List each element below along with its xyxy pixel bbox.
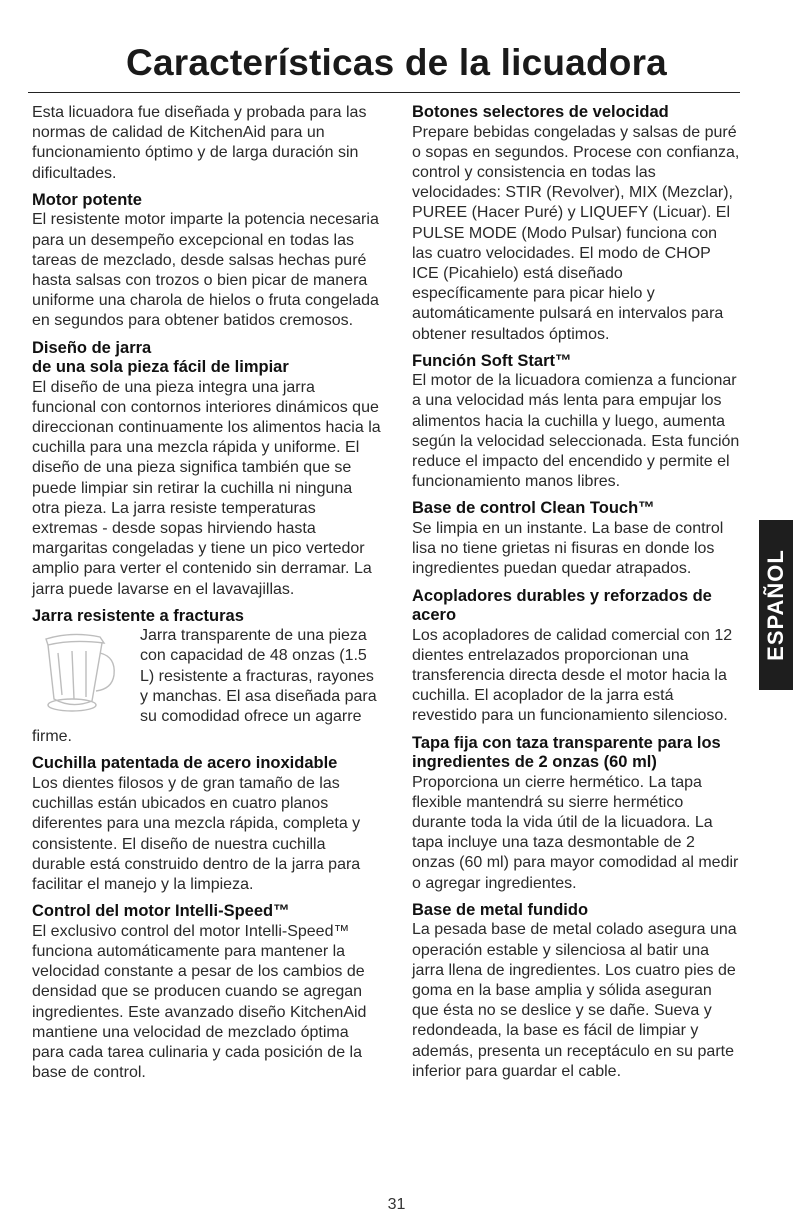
page-title: Características de la licuadora bbox=[126, 42, 667, 83]
acopladores-section bbox=[412, 587, 740, 727]
jarra-text: Jarra transparente de una pieza con capacidad de 48 onzas (1.5 L) resistente a fracturas, rayones y manchas. El asa diseñada para su comodidad ofrece un agarre firme. bbox=[32, 627, 377, 746]
intro-section bbox=[32, 103, 382, 184]
right-column bbox=[412, 103, 740, 1089]
clean-touch-section bbox=[412, 499, 740, 579]
intro-text: Esta licuadora fue diseñada y probada para las normas de calidad de KitchenAid para un funcionamiento óptimo y de larga duración sin dificultades. bbox=[32, 104, 367, 182]
left-column bbox=[32, 103, 382, 1090]
base-metal-text: La pesada base de metal colado asegura una operación estable y silenciosa al batir una jarra llena de ingredientes. Los cuatro pies de goma en la base amplia y sólida aseguran que ésta no se deslice y se dañe. Sueva y redondeada, la base es fácil de limpiar y además, presenta un receptáculo en su parte inferior para guardar el cable. bbox=[412, 921, 737, 1080]
diseno-heading-line2: de una sola pieza fácil de limpiar bbox=[32, 358, 289, 377]
jarra-section bbox=[32, 607, 382, 748]
base-metal-heading: Base de metal fundido bbox=[412, 900, 589, 919]
pitcher-illustration bbox=[32, 629, 132, 719]
language-tab-label: ESPAÑOL bbox=[763, 549, 788, 661]
botones-section bbox=[412, 103, 740, 345]
clean-touch-heading: Base de control Clean Touch™ bbox=[412, 499, 655, 518]
title-divider bbox=[28, 92, 740, 93]
tapa-heading: Tapa fija con taza transparente para los ingredientes de 2 onzas (60 ml) bbox=[412, 733, 721, 772]
base-metal-section bbox=[412, 901, 740, 1082]
motor-heading: Motor potente bbox=[32, 190, 142, 209]
acopladores-text: Los acopladores de calidad comercial con 12 dientes entrelazados proporcionan una transferencia directa desde el motor hacia la cuchilla. El acoplador de la jarra está revestido para un funcionamiento silencioso. bbox=[412, 626, 733, 725]
tapa-text: Proporciona un cierre hermético. La tapa flexible mantendrá su sierre hermético durante toda la vida útil de la licuadora. La tapa incluye una taza desmontable de 2 onzas (60 ml) para mayor comodidad al medir o agregar ingredientes. bbox=[412, 773, 739, 892]
cuchilla-section bbox=[32, 754, 382, 895]
cuchilla-text: Los dientes filosos y de gran tamaño de las cuchillas están ubicados en cuatro planos diferentes para una mezcla rápida, completa y consistente. El diseño de nuestra cuchilla durable está construido dentro de la jarra para facilitar el manejo y la limpieza. bbox=[32, 774, 361, 893]
diseno-heading: Diseño de jarra bbox=[32, 338, 152, 357]
acopladores-heading: Acopladores durables y reforzados de acero bbox=[412, 586, 712, 625]
clean-touch-text: Se limpia en un instante. La base de control lisa no tiene grietas ni fisuras en donde los ingredientes puedan quedar atrapados. bbox=[412, 519, 724, 578]
motor-text: El resistente motor imparte la potencia necesaria para un desempeño excepcional en todas las tareas de mezclado, desde salsas hechas puré hasta salsas con trozos o bien picar de manera uniforme una charola de hielos o fruta congelada en segundos para obtener batidos cremosos. bbox=[32, 211, 379, 330]
cuchilla-heading: Cuchilla patentada de acero inoxidable bbox=[32, 754, 338, 773]
jarra-heading: Jarra resistente a fracturas bbox=[32, 606, 244, 625]
diseno-text: El diseño de una pieza integra una jarra funcional con contornos interiores dinámicos que direccionan continuamente los alimentos hacia la cuchilla para una mezcla rápida y uniforme. El diseño de una pieza significa también que se puede limpiar sin retirar la cuchilla ni ninguna otra pieza. La jarra resiste temperaturas extremas - desde sopas hirviendo hasta margaritas congeladas y tiene un pico vertedor amplio para verter el contenido sin derramar. La jarra puede lavarse en el lavavajillas. bbox=[32, 378, 381, 598]
control-text: El exclusivo control del motor Intelli-Speed™ funciona automáticamente para mantener la velocidad constante a pesar de los cambios de densidad que se producen cuando se agregan ingredientes. Este avanzado diseño KitchenAid mantiene una velocidad de mezclado óptima para cada tarea culinaria y cada posición de la base de control. bbox=[32, 922, 367, 1082]
soft-start-text: El motor de la licuadora comienza a funcionar a una velocidad más lenta para empujar los alimentos hacia la cuchilla y luego, aumenta según la velocidad seleccionada. Esta función reduce el impacto del encendido y permite el funcionamiento manos libres. bbox=[412, 372, 740, 491]
motor-section bbox=[32, 191, 382, 332]
soft-start-section bbox=[412, 352, 740, 493]
botones-heading: Botones selectores de velocidad bbox=[412, 103, 669, 121]
botones-text: Prepare bebidas congeladas y salsas de puré o sopas en segundos. Procese con confianza, control y consistencia en todas las velocidades: STIR (Revolver), MIX (Mezclar), PUREE (Hacer Puré) y LIQUEFY (Licuar). El PULSE MODE (Modo Pulsar) funciona con las cuatro velocidades. El modo de CHOP ICE (Picahielo) está diseñado específicamente para picar hielo y automáticamente pulsará en intervalos para obtener resultados óptimos. bbox=[412, 123, 740, 343]
page-number: 31 bbox=[387, 1196, 406, 1213]
language-tab bbox=[759, 520, 793, 690]
diseno-section bbox=[32, 339, 382, 600]
control-section bbox=[32, 902, 382, 1083]
control-heading: Control del motor Intelli-Speed™ bbox=[32, 902, 290, 921]
tapa-section bbox=[412, 734, 740, 894]
soft-start-heading: Función Soft Start™ bbox=[412, 351, 572, 370]
